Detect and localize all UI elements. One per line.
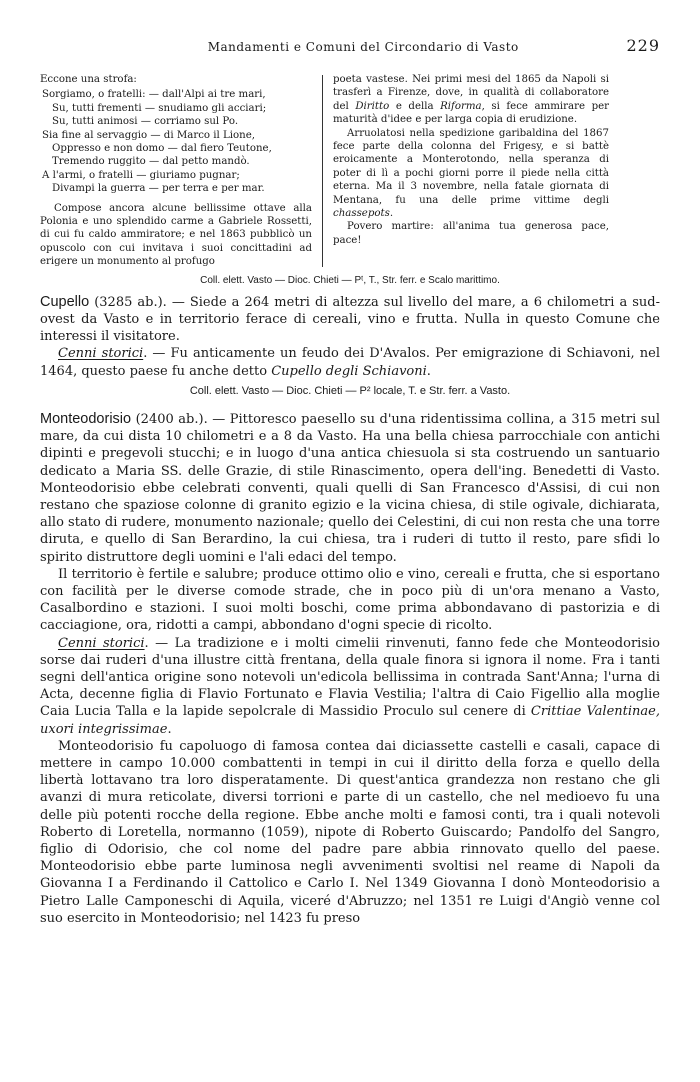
text-span: .: [389, 208, 394, 220]
italic-name: Cupello degli Schiavoni: [271, 363, 427, 379]
running-header: [40, 36, 660, 55]
poem-line: Divampi la guerra — per terra e per mar.: [52, 183, 265, 195]
poem-line: Su, tutti animosi — corriamo sul Po.: [52, 116, 239, 128]
poem-line: Su, tutti frementi — snudiamo gli acciari;: [52, 102, 267, 114]
italic-title: Diritto: [355, 100, 390, 112]
poem-line: Oppresso e non domo — dal fiero Teutone,: [52, 143, 272, 155]
text-span: .: [426, 363, 431, 379]
poem-line: Sia fine al servaggio — di Marco il Lione,: [42, 129, 256, 141]
running-title: Mandamenti e Comuni del Circondario di Vasto: [207, 40, 519, 54]
text-span: . — La tradizione e i molti cimelii rinvenuti, fanno fede che Monteodorisio sorse dai ruderi d'una illustre città frentana, della quale finora si ignora il nome. Fra i tanti segni dell'antica origine sono notevoli un'edicola bellissima in contrada Sant'Anna; l'urna di Acta, decenne figlia di Flavio Fortunato e Flavia Vestilia; l'altra di Caio Figellio alla moglie Caia Lucia Talla e la lapide sepolcrale di Massidio Proculo sul cenere di: [40, 635, 660, 720]
text-span: (2400 ab.). — Pittoresco paesello su d'una ridentissima collina, a 315 metri sul mare, da cui dista 10 chilometri e a 8 da Vasto. Ha una bella chiesa parrocchiale con antichi dipinti e pregevoli stucchi; e in luogo d'una antica chiesuola si sta costruendo un santuario dedicato a Maria SS. delle Grazie, di stile Rinascimento, opera dell'ing. Benedetti di Vasto. Monteodorisio ebbe celebrati conventi, quali quelli di San Francesco d'Assisi, di cui non restano che spaziose colonne di granito egizio e la vicina chiesa, di stile ogivale, dichiarata, allo stato di rudere, monumento nazionale; quello dei Celestini, di cui non resta che una torre diruta, e quello di San Berardino, la cui chiesa, tra i ruderi di tutto il resto, pare sfidi lo spirito distruttore degli uomini e l'ali edaci del tempo.: [40, 411, 660, 565]
monteodorisio-paragraph-4: Monteodorisio fu capoluogo di famosa contea dai diciassette castelli e casali, capace di mettere in campo 10.000 combattenti in tempi in cui il diritto della forza e quello della libertà lottavano tra loro disperatamente. Di quest'antica grandezza non restano che gli avanzi di mura reticolate, diversi torrioni e parte di un castello, che nel medioevo fu una delle più potenti rocche della regione. Ebbe anche molti e famosi conti, tra i quali notevoli Roberto di Loretella, normanno (1059), nipote di Roberto Guiscardo; Pandolfo del Sangro, figlio di Odorisio, che col nome del padre pare abbia rinnovato quello del paese. Monteodorisio ebbe parte luminosa negli avvenimenti svoltisi nel reame di Napoli da Giovanna I a Ferdinando il Cattolico e Carlo I. Nel 1349 Giovanna I donò Monteodorisio a Pietro Lalle Camponeschi di Aquila, viceré d'Abruzzo; nel 1351 re Luigi d'Angiò venne col suo esercito in Monteodorisio; nel 1423 fu preso: [40, 738, 660, 926]
text-span: , si fece ammirare per maturità d'idee e per larga copia di erudizione.: [333, 100, 609, 126]
collegio-line: Coll. elett. Vasto — Dioc. Chieti — Pᵗ, T., Str. ferr. e Scalo marittimo.: [200, 274, 500, 286]
column-divider: [322, 75, 323, 267]
right-paragraph-2: [333, 127, 609, 221]
monteodorisio-paragraph-1: [40, 411, 660, 566]
cenni-storici-label: Cenni storici: [58, 346, 144, 362]
monteodorisio-paragraph-3: [40, 635, 660, 738]
poem-line: A l'armi, o fratelli — giuriamo pugnar;: [42, 169, 240, 181]
left-column: [40, 73, 312, 269]
page-number: 229: [626, 36, 660, 55]
entry-name-monteodorisio: Monteodorisio: [40, 410, 132, 427]
text-span: poeta vastese. Nei primi mesi del 1865 da Napoli si trasferì a Firenze, dove, in qualità di collaboratore del: [333, 74, 609, 112]
poem-stanza: [40, 88, 312, 195]
poem-intro: Eccone una strofa:: [40, 74, 137, 85]
cenni-storici-label: Cenni storici: [58, 635, 145, 651]
collegio-line: Coll. elett. Vasto — Dioc. Chieti — P² locale, T. e Str. ferr. a Vasto.: [189, 384, 511, 397]
italic-inscription: Crittiae Valentinae, uxori integrissimae: [40, 704, 660, 737]
left-paragraph: Compose ancora alcune bellissime ottave alla Polonia e uno splendido carme a Gabriele Rossetti, di cui fu caldo ammiratore; e nel 1863 pubblicò un opuscolo con cui invitava i suoi concittadini ad erigere un monumento al profugo: [40, 202, 312, 268]
main-text: [40, 294, 660, 927]
text-span: . — Fu anticamente un feudo dei D'Avalos. Per emigrazione di Schiavoni, nel 1464, questo paese fu anche detto: [40, 346, 660, 379]
right-column: [333, 73, 609, 269]
right-paragraph-3: Povero martire: all'anima tua generosa pace, pace!: [333, 221, 609, 246]
text-span: (3285 ab.). — Siede a 264 metri di altezza sul livello del mare, a 6 chilometri a sud-ovest da Vasto e in territorio ferace di cereali, vino e frutta. Nulla in questo Comune che interessi il visitatore.: [40, 294, 660, 345]
text-span: Arruolatosi nella spedizione garibaldina del 1867 fece parte della colonna del Frigesy, e si battè eroicamente a Monterotondo, nella speranza di poter di lì a pochi giorni porre il piede nella città eterna. Ma il 3 novembre, nella fatale giornata di Mentana, fu una delle prime vittime degli: [333, 127, 609, 206]
entry-name-cupello: Cupello: [40, 293, 90, 310]
text-span: .: [167, 721, 172, 737]
monteodorisio-paragraph-2: Il territorio è fertile e salubre; produce ottimo olio e vino, cereali e frutta, che si esportano con facilità per le diverse comode strade, che in poco più di un'ora menano a Vasto, Casalbordino e stazioni. I suoi molti boschi, come prima abbondavano di pastorizia e di cacciagione, ora, ridotti a campi, abbondano d'ogni specie di ricolto.: [40, 566, 660, 634]
right-paragraph-1: [333, 73, 609, 127]
italic-term: chassepots: [333, 208, 390, 220]
two-column-section: [40, 73, 660, 269]
poem-line: Sorgiamo, o fratelli: — dall'Alpi ai tre mari,: [42, 89, 266, 101]
cupello-paragraph-2: [40, 345, 660, 379]
italic-title: Riforma: [440, 100, 482, 112]
cupello-paragraph-1: [40, 294, 660, 346]
poem-line: Tremendo ruggito — dal petto mandò.: [52, 156, 250, 168]
text-span: e della: [389, 100, 441, 112]
